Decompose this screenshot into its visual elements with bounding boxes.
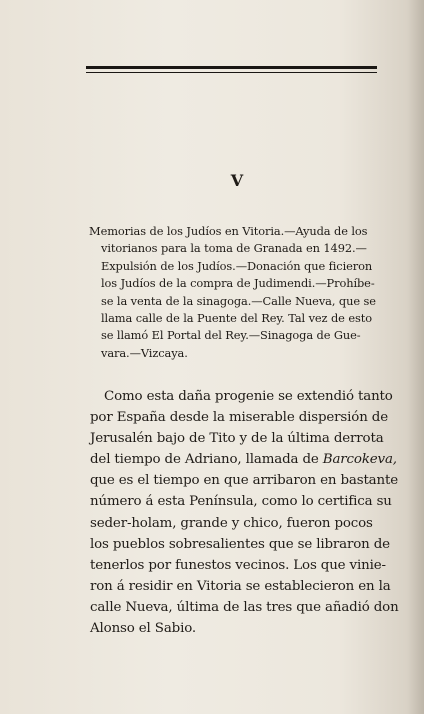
body-line: Jerusalén bajo de Tito y de la última derrota [90, 431, 384, 447]
body-line: ron á residir en Vitoria se establecieron en la [90, 578, 391, 594]
body-line: seder-holam, grande y chico, fueron pocos [90, 515, 373, 531]
summary-line: se llamó El Portal del Rey.—Sinagoga de Gue- [101, 328, 361, 343]
summary-line: Memorias de los Judíos en Vitoria.—Ayuda de los [89, 224, 368, 238]
body-line-with-italic [90, 449, 397, 470]
body-line: que es el tiempo en que arribaron en bastante [90, 473, 398, 489]
body-line: Como esta daña progenie se extendió tanto [104, 389, 393, 404]
header-rule-thin [86, 72, 377, 73]
summary-line: se la venta de la sinagoga.—Calle Nueva, que se [101, 293, 376, 308]
header-rule-thick [86, 66, 377, 69]
chapter-number: V [230, 171, 244, 190]
summary-line: llama calle de la Puente del Rey. Tal vez de esto [101, 311, 372, 326]
chapter-summary [89, 223, 375, 362]
summary-line: Expulsión de los Judíos.—Donación que ficieron [101, 258, 373, 273]
italic-word: Barcokeva, [322, 452, 397, 468]
summary-line: los Judíos de la compra de Judimendi.—Prohíbe- [101, 276, 375, 291]
body-line: por España desde la miserable dispersión de [90, 410, 388, 426]
body-line-text: del tiempo de Adriano, llamada de [90, 452, 323, 468]
body-line: tenerlos por funestos vecinos. Los que vinie- [90, 557, 386, 573]
body-line: los pueblos sobresalientes que se libraron de [90, 536, 390, 552]
body-line: Alonso el Sabio. [90, 621, 196, 637]
body-paragraph [90, 386, 399, 639]
summary-line: vitorianos para la toma de Granada en 1492.— [101, 241, 367, 256]
body-line: número á esta Península, como lo certifica su [90, 494, 392, 510]
summary-line: vara.—Vizcaya. [101, 345, 188, 360]
body-line: calle Nueva, última de las tres que añadió don [90, 599, 399, 615]
